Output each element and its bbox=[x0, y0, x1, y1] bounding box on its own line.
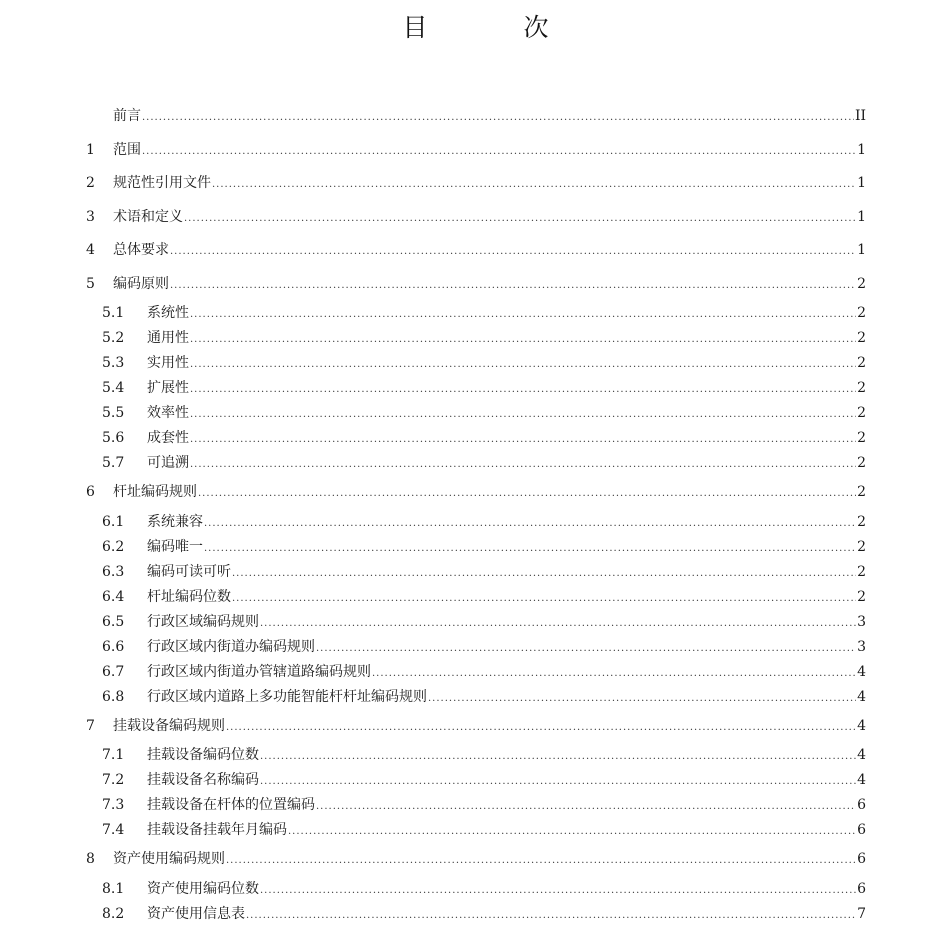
toc-entry-section[interactable] bbox=[86, 401, 866, 426]
toc-entry-number: 6.5 bbox=[102, 613, 125, 630]
toc-entry-number: 6.1 bbox=[102, 513, 125, 530]
toc-entry-section[interactable] bbox=[86, 768, 866, 793]
dot-leader bbox=[226, 844, 856, 878]
toc-entry-section[interactable] bbox=[86, 301, 866, 326]
dot-leader bbox=[232, 561, 856, 586]
toc-entry-label: 挂载设备编码位数 bbox=[147, 747, 259, 763]
toc-entry-page: 2 bbox=[857, 538, 866, 555]
toc-entry-section[interactable] bbox=[86, 743, 866, 768]
toc-entry-number: 4 bbox=[86, 242, 95, 258]
toc-entry-label: 挂载设备编码规则 bbox=[113, 717, 225, 734]
toc-entry-label: 编码原则 bbox=[113, 275, 169, 292]
toc-entry-page: 2 bbox=[857, 513, 866, 530]
toc-entry-label: 系统性 bbox=[147, 305, 189, 321]
toc-entry-number: 6.2 bbox=[102, 538, 125, 555]
toc-entry-number: 6 bbox=[86, 484, 95, 500]
toc-entry-number: 7.3 bbox=[102, 797, 125, 813]
dot-leader bbox=[226, 711, 856, 745]
dot-leader bbox=[212, 168, 856, 202]
toc-entry-page: 2 bbox=[857, 330, 866, 346]
dot-leader bbox=[246, 903, 856, 928]
toc-entry-section[interactable] bbox=[86, 793, 866, 818]
toc-entry-number: 5.1 bbox=[102, 305, 125, 321]
toc-entry-label: 可追溯 bbox=[147, 455, 189, 471]
toc-entry-label: 挂载设备在杆体的位置编码 bbox=[147, 797, 315, 813]
dot-leader bbox=[204, 536, 856, 561]
toc-entry-section[interactable] bbox=[86, 685, 866, 710]
toc-entry-number: 5.5 bbox=[102, 405, 125, 421]
toc-entry-label: 术语和定义 bbox=[113, 208, 183, 225]
toc-entry-page: 2 bbox=[857, 430, 866, 446]
toc-entry-number: 5.3 bbox=[102, 355, 125, 371]
toc-entry-number: 7.4 bbox=[102, 822, 125, 838]
dot-leader bbox=[260, 769, 856, 794]
dot-leader bbox=[260, 878, 856, 903]
toc-entry-label: 系统兼容 bbox=[147, 513, 203, 530]
toc-entry-label: 行政区域内街道办编码规则 bbox=[147, 638, 315, 655]
toc-entry-section[interactable] bbox=[86, 610, 866, 635]
toc-entry-number: 5.7 bbox=[102, 455, 125, 471]
toc-entry-section[interactable] bbox=[86, 510, 866, 535]
toc-entry-label: 资产使用信息表 bbox=[147, 905, 245, 922]
toc-entry-label: 编码可读可听 bbox=[147, 563, 231, 580]
toc-entry-label: 挂载设备挂载年月编码 bbox=[147, 822, 287, 838]
dot-leader bbox=[190, 402, 856, 427]
dot-leader bbox=[170, 235, 856, 269]
toc-entry-number: 3 bbox=[86, 208, 95, 225]
toc-entry-page: 2 bbox=[857, 588, 866, 605]
toc-entry-number: 2 bbox=[86, 175, 95, 191]
toc-entry-number: 8.2 bbox=[102, 905, 125, 922]
toc-entry-page: 4 bbox=[857, 688, 866, 705]
toc-entry-label: 资产使用编码位数 bbox=[147, 880, 259, 897]
toc-entry-page: 7 bbox=[857, 905, 866, 922]
toc-entry-page: 4 bbox=[857, 772, 866, 788]
toc-entry-section[interactable] bbox=[86, 635, 866, 660]
toc-entry-number: 7.1 bbox=[102, 747, 125, 763]
toc-entry-label: 规范性引用文件 bbox=[113, 175, 211, 191]
dot-leader bbox=[204, 511, 856, 536]
toc-entry-number: 7 bbox=[86, 717, 95, 734]
toc-entry-number: 5.4 bbox=[102, 380, 125, 396]
toc-entry-page: 6 bbox=[857, 880, 866, 897]
dot-leader bbox=[260, 611, 856, 636]
dot-leader bbox=[190, 452, 856, 477]
toc-entry-section[interactable] bbox=[86, 660, 866, 685]
toc-entry-number: 7.2 bbox=[102, 772, 125, 788]
toc-entry-page: 1 bbox=[857, 242, 866, 258]
toc-entry-label: 杆址编码位数 bbox=[147, 588, 231, 605]
dot-leader bbox=[198, 477, 856, 511]
dot-leader bbox=[190, 302, 856, 327]
toc-entry-page: 4 bbox=[857, 717, 866, 734]
toc-entry-section[interactable] bbox=[86, 818, 866, 843]
toc-entry-number: 5.2 bbox=[102, 330, 125, 346]
toc-entry-section[interactable] bbox=[86, 376, 866, 401]
toc-entry-number: 6.3 bbox=[102, 563, 125, 580]
dot-leader bbox=[142, 135, 856, 169]
toc-entry-section[interactable] bbox=[86, 560, 866, 585]
toc-entry-chapter[interactable] bbox=[86, 167, 866, 201]
toc-entry-label: 前言 bbox=[113, 108, 141, 124]
toc-entry-chapter[interactable] bbox=[86, 710, 866, 744]
dot-leader bbox=[232, 586, 856, 611]
dot-leader bbox=[190, 352, 856, 377]
toc-entry-label: 总体要求 bbox=[113, 242, 169, 258]
toc-entry-section[interactable] bbox=[86, 426, 866, 451]
toc-entry-page: 1 bbox=[857, 141, 866, 158]
toc-entry-number: 6.7 bbox=[102, 663, 125, 680]
toc-entry-section[interactable] bbox=[86, 451, 866, 476]
toc-entry-page: 4 bbox=[857, 663, 866, 680]
toc-entry-page: 2 bbox=[857, 305, 866, 321]
dot-leader bbox=[190, 377, 856, 402]
toc-entry-number: 6.6 bbox=[102, 638, 125, 655]
toc-entry-chapter[interactable] bbox=[86, 201, 866, 235]
toc-entry-number: 1 bbox=[86, 141, 95, 158]
toc-entry-page: 2 bbox=[857, 380, 866, 396]
dot-leader bbox=[372, 661, 856, 686]
toc-entry-section[interactable] bbox=[86, 351, 866, 376]
toc-entry-chapter[interactable] bbox=[86, 268, 866, 302]
toc-entry-number: 8.1 bbox=[102, 880, 125, 897]
toc-entry-page: 2 bbox=[857, 484, 866, 500]
toc-entry-label: 挂载设备名称编码 bbox=[147, 772, 259, 788]
toc-entry-page: 4 bbox=[857, 747, 866, 763]
toc-entry-page: 6 bbox=[857, 797, 866, 813]
toc-entry-page: 2 bbox=[857, 355, 866, 371]
toc-entry-number: 6.8 bbox=[102, 688, 125, 705]
toc-entry-label: 效率性 bbox=[147, 405, 189, 421]
dot-leader bbox=[316, 636, 856, 661]
toc-entry-chapter[interactable] bbox=[86, 476, 866, 510]
toc-entry-page: 3 bbox=[857, 613, 866, 630]
table-of-contents bbox=[86, 100, 866, 927]
toc-entry-page: 3 bbox=[857, 638, 866, 655]
dot-leader bbox=[288, 819, 856, 844]
toc-entry-page: 2 bbox=[857, 405, 866, 421]
page-title: 目 次 bbox=[402, 13, 593, 42]
dot-leader bbox=[190, 427, 856, 452]
toc-entry-label: 实用性 bbox=[147, 355, 189, 371]
toc-entry-label: 范围 bbox=[113, 141, 141, 158]
toc-entry-page: 6 bbox=[857, 822, 866, 838]
toc-entry-chapter[interactable] bbox=[86, 134, 866, 168]
dot-leader bbox=[316, 794, 856, 819]
toc-entry-page: 6 bbox=[857, 851, 866, 867]
toc-entry-section[interactable] bbox=[86, 326, 866, 351]
toc-entry-label: 杆址编码规则 bbox=[113, 484, 197, 500]
dot-leader bbox=[190, 327, 856, 352]
toc-entry-chapter[interactable] bbox=[86, 234, 866, 268]
dot-leader bbox=[142, 101, 854, 135]
toc-entry-label: 行政区域编码规则 bbox=[147, 613, 259, 630]
toc-entry-label: 成套性 bbox=[147, 430, 189, 446]
toc-entry-page: 1 bbox=[857, 208, 866, 225]
toc-entry-number: 8 bbox=[86, 851, 95, 867]
toc-entry-label: 行政区域内道路上多功能智能杆杆址编码规则 bbox=[147, 688, 427, 705]
toc-entry-section[interactable] bbox=[86, 535, 866, 560]
dot-leader bbox=[428, 686, 856, 711]
dot-leader bbox=[184, 202, 856, 236]
toc-entry-label: 资产使用编码规则 bbox=[113, 851, 225, 867]
toc-entry-page: 2 bbox=[857, 275, 866, 292]
toc-entry-label: 通用性 bbox=[147, 330, 189, 346]
toc-entry-section[interactable] bbox=[86, 877, 866, 902]
toc-entry-chapter[interactable] bbox=[86, 100, 866, 134]
toc-entry-section[interactable] bbox=[86, 585, 866, 610]
toc-entry-number: 5 bbox=[86, 275, 95, 292]
toc-entry-page: II bbox=[854, 108, 866, 124]
toc-entry-number: 5.6 bbox=[102, 430, 125, 446]
toc-entry-label: 行政区域内街道办管辖道路编码规则 bbox=[147, 663, 371, 680]
toc-entry-page: 1 bbox=[857, 175, 866, 191]
toc-entry-chapter[interactable] bbox=[86, 843, 866, 877]
toc-entry-number: 6.4 bbox=[102, 588, 125, 605]
dot-leader bbox=[170, 269, 856, 303]
toc-entry-section[interactable] bbox=[86, 902, 866, 927]
toc-entry-page: 2 bbox=[857, 455, 866, 471]
toc-entry-page: 2 bbox=[857, 563, 866, 580]
toc-entry-label: 扩展性 bbox=[147, 380, 189, 396]
toc-entry-label: 编码唯一 bbox=[147, 538, 203, 555]
dot-leader bbox=[260, 744, 856, 769]
